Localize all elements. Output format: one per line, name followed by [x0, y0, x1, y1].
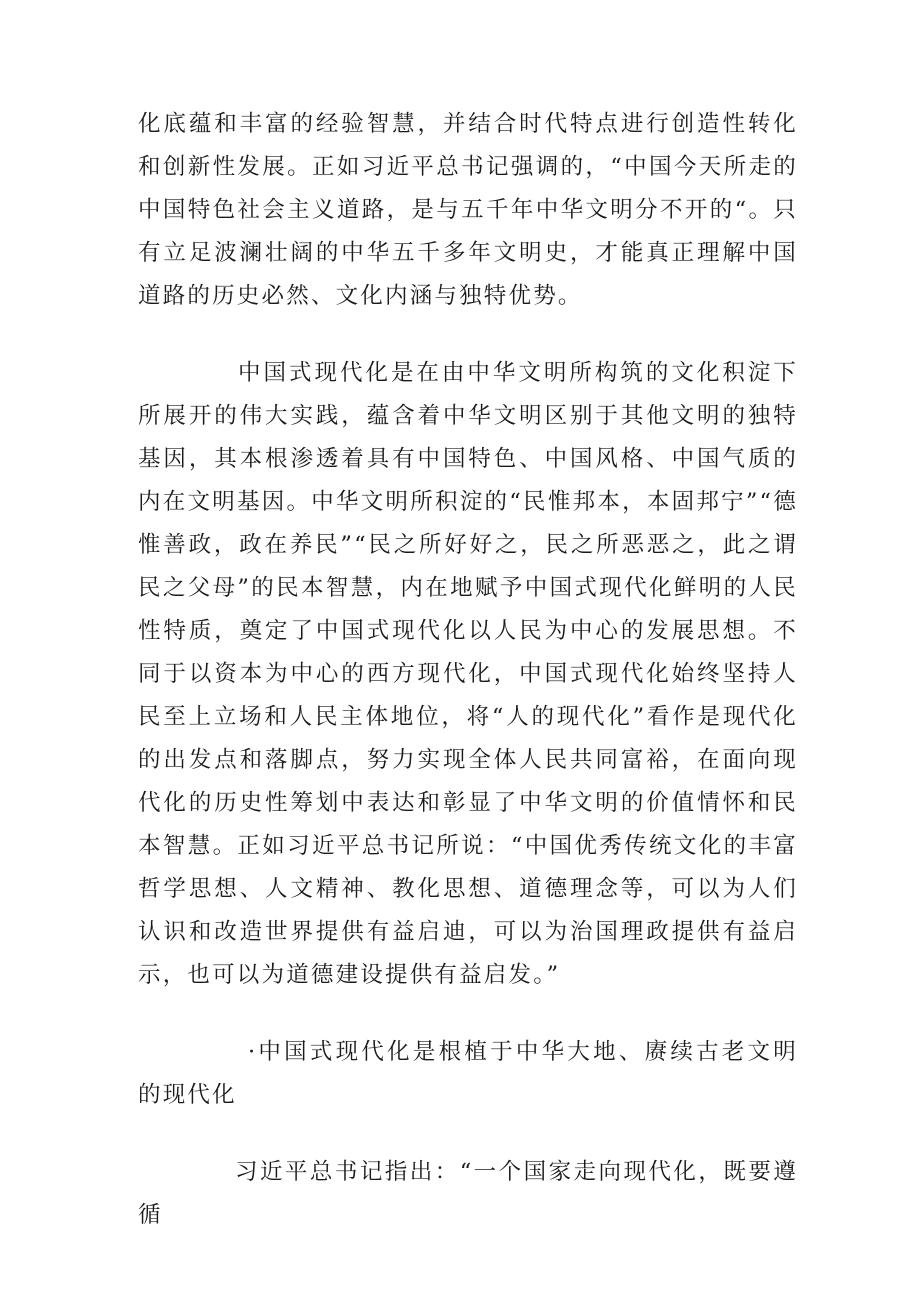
section-heading — [138, 1031, 798, 1117]
paragraph-body: 中国式现代化是在由中华文明所构筑的文化积淀下所展开的伟大实践，蕴含着中华文明区别于其他文明的独特基因，其本根渗透着具有中国特色、中国风格、中国气质的内在文明基因。中华文明所积淀的“民惟邦本，本固邦宁”“德惟善政，政在养民”“民之所好好之，民之所恶恶之，此之谓民之父母”的民本智慧，内在地赋予中国式现代化鲜明的人民性特质，奠定了中国式现代化以人民为中心的发展思想。不同于以资本为中心的西方现代化，中国式现代化始终坚持人民至上立场和人民主体地位，将“人的现代化”看作是现代化的出发点和落脚点，努力实现全体人民共同富裕，在面向现代化的历史性筹划中表达和彰显了中华文明的价值情怀和民本智慧。正如习近平总书记所说：“中国优秀传统文化的丰富哲学思想、人文精神、教化思想、道德理念等，可以为人们认识和改造世界提供有益启迪，可以为治国理政提供有益启示，也可以为道德建设提供有益启发。” — [138, 360, 798, 988]
heading-text: 中国式现代化是根植于中华大地、赓续古老文明的现代化 — [138, 1039, 798, 1108]
paragraph-continuation: 化底蕴和丰富的经验智慧，并结合时代特点进行创造性转化和创新性发展。正如习近平总书记强调的，“中国今天所走的中国特色社会主义道路，是与五千年中华文明分不开的“。只有立足波澜壮阔的中华五千多年文明史，才能真正理解中国道路的历史必然、文化内涵与独特优势。 — [138, 111, 798, 309]
paragraph-next: 习近平总书记指出：“一个国家走向现代化，既要遵循 — [138, 1159, 798, 1228]
document-page — [138, 103, 798, 1237]
heading-bullet: · — [248, 1039, 258, 1065]
